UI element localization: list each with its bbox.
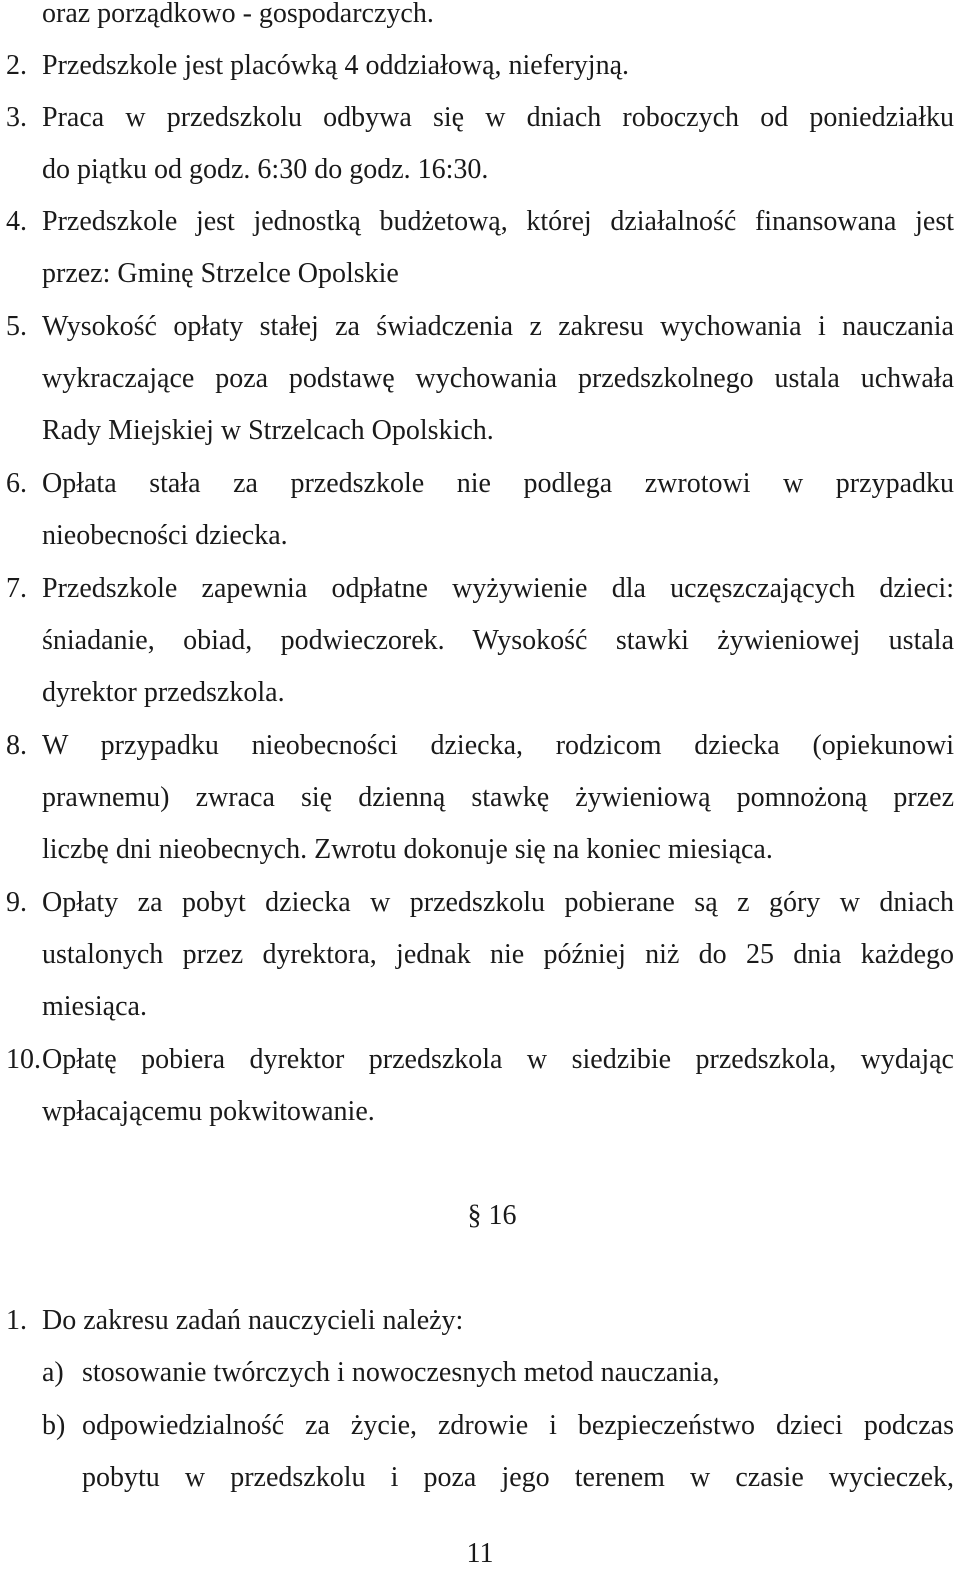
text-line: Praca w przedszkolu odbywa się w dniach roboczych od poniedziałku [42, 102, 954, 133]
item-number: 10. [6, 1044, 41, 1075]
section-number: § 16 [467, 1200, 517, 1231]
item-number: 8. [6, 730, 27, 761]
text-line: do piątku od godz. 6:30 do godz. 16:30. [42, 154, 489, 185]
item-number: 1. [6, 1305, 27, 1336]
text-line: wykraczające poza podstawę wychowania przedszkolnego ustala uchwała [42, 363, 954, 394]
page-number: 11 [466, 1538, 494, 1569]
text-line: Do zakresu zadań nauczycieli należy: [42, 1305, 464, 1336]
item-number: 7. [6, 573, 27, 604]
text-line: oraz porządkowo - gospodarczych. [42, 0, 434, 29]
text-line: pobytu w przedszkolu i poza jego terenem w czasie wycieczek, [82, 1462, 954, 1493]
text-line: miesiąca. [42, 991, 147, 1022]
text-line: Opłata stała za przedszkole nie podlega zwrotowi w przypadku [42, 468, 954, 499]
text-line: liczbę dni nieobecnych. Zwrotu dokonuje się na koniec miesiąca. [42, 834, 773, 865]
text-line: Wysokość opłaty stałej za świadczenia z zakresu wychowania i nauczania [42, 311, 954, 342]
item-number: 2. [6, 50, 27, 81]
text-line: nieobecności dziecka. [42, 520, 288, 551]
text-line: dyrektor przedszkola. [42, 677, 285, 708]
text-line: stosowanie twórczych i nowoczesnych metod nauczania, [82, 1357, 720, 1388]
text-line: Rady Miejskiej w Strzelcach Opolskich. [42, 415, 494, 446]
sub-item-marker: b) [42, 1410, 66, 1441]
text-line: prawnemu) zwraca się dzienną stawkę żywieniową pomnożoną przez [42, 782, 954, 813]
text-line: Przedszkole zapewnia odpłatne wyżywienie dla uczęszczających dzieci: [42, 573, 954, 604]
text-line: śniadanie, obiad, podwieczorek. Wysokość stawki żywieniowej ustala [42, 625, 954, 656]
text-line: przez: Gminę Strzelce Opolskie [42, 258, 399, 289]
item-number: 6. [6, 468, 27, 499]
section-heading [0, 1190, 960, 1242]
text-line: Przedszkole jest placówką 4 oddziałową, nieferyjną. [42, 50, 630, 81]
text-line: odpowiedzialność za życie, zdrowie i bezpieczeństwo dzieci podczas [82, 1410, 954, 1441]
sub-item-marker: a) [42, 1357, 64, 1388]
text-line: W przypadku nieobecności dziecka, rodzicom dziecka (opiekunowi [42, 730, 954, 761]
item-number: 5. [6, 311, 27, 342]
text-line: Przedszkole jest jednostką budżetową, której działalność finansowana jest [42, 206, 954, 237]
item-number: 3. [6, 102, 27, 133]
text-line: Opłaty za pobyt dziecka w przedszkolu pobierane są z góry w dniach [42, 887, 954, 918]
item-number: 9. [6, 887, 27, 918]
text-line: Opłatę pobiera dyrektor przedszkola w siedzibie przedszkola, wydając [42, 1044, 954, 1075]
item-number: 4. [6, 206, 27, 237]
text-line: ustalonych przez dyrektora, jednak nie później niż do 25 dnia każdego [42, 939, 954, 970]
text-line: wpłacającemu pokwitowanie. [42, 1096, 375, 1127]
